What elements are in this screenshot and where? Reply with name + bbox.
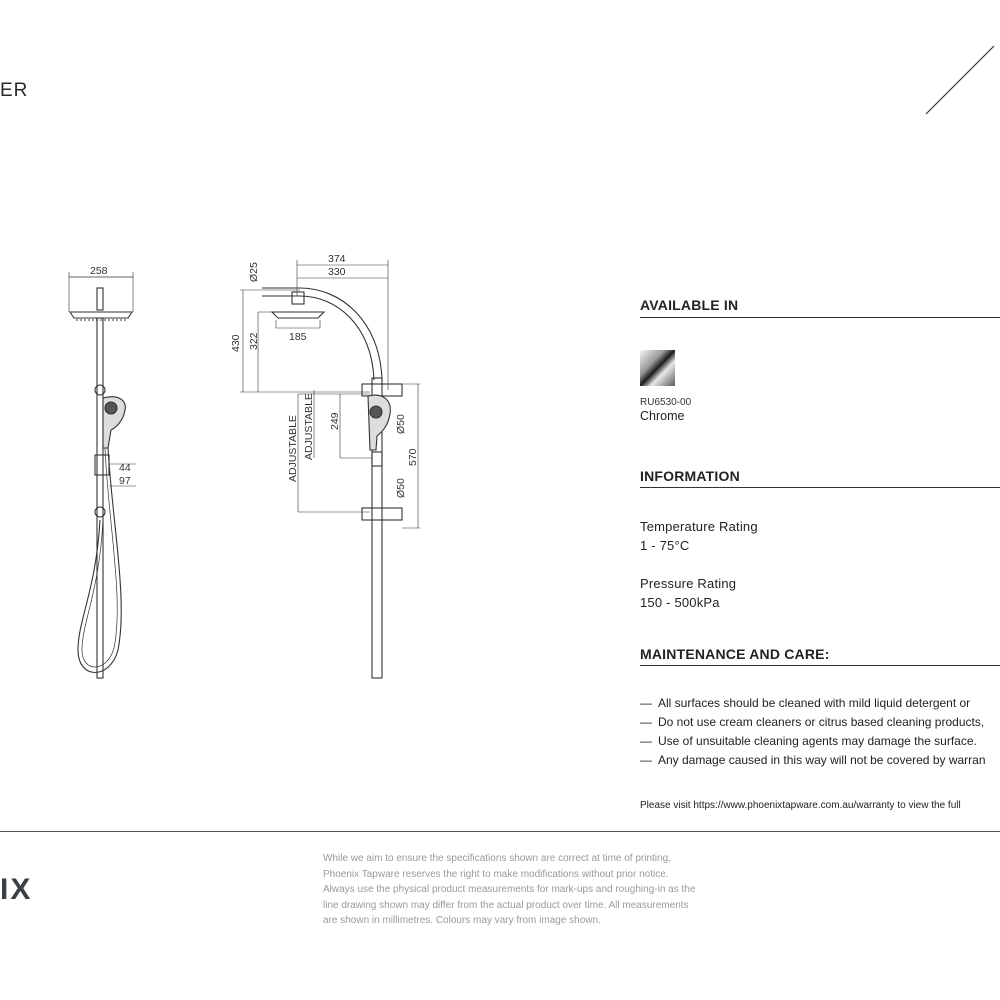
brand-logo-fragment: IX (0, 873, 33, 906)
dim-249: 249 (329, 412, 341, 430)
dim-570: 570 (407, 448, 419, 466)
available-in-rule (640, 317, 1000, 318)
dim-adjustable-inner: ADJUSTABLE (303, 393, 315, 460)
side-view (240, 260, 420, 678)
list-item: — Do not use cream cleaners or citrus based cleaning products, (640, 715, 985, 729)
dim-185: 185 (289, 331, 307, 343)
maintenance-list (640, 694, 986, 770)
technical-drawing (0, 240, 460, 690)
available-in-heading: AVAILABLE IN (640, 297, 739, 313)
finish-name: Chrome (640, 409, 685, 423)
list-item: — Use of unsuitable cleaning agents may damage the surface. (640, 734, 977, 748)
maintenance-heading: MAINTENANCE AND CARE: (640, 646, 830, 662)
chrome-finish-swatch (640, 350, 675, 386)
disclaimer: While we aim to ensure the specifications shown are correct at time of printing, Phoenix Tapware reserves the right to make modifications without prior notice. Always use the physical product measurements for mark-ups and roughing-in as the line drawing shown may differ from the actual product over time. All measurements are shown in millimetres. Colours may vary from image shown. (323, 853, 696, 926)
dim-97: 97 (119, 475, 131, 487)
corner-decoration-line (920, 40, 1000, 120)
pressure-rating-value: 150 - 500kPa (640, 595, 720, 610)
dim-diameter-25: Ø25 (248, 262, 260, 282)
dim-diameter-50-lower: Ø50 (395, 478, 407, 498)
dim-322: 322 (248, 332, 260, 350)
list-item: — Any damage caused in this way will not be covered by warran (640, 753, 986, 767)
dim-430: 430 (230, 334, 242, 352)
warranty-note: Please visit https://www.phoenixtapware.com.au/warranty to view the full (640, 800, 961, 811)
maintenance-rule (640, 665, 1000, 666)
dim-adjustable-outer: ADJUSTABLE (287, 415, 299, 482)
dim-diameter-50-upper: Ø50 (395, 414, 407, 434)
temperature-rating-value: 1 - 75°C (640, 538, 690, 553)
dim-330: 330 (328, 266, 346, 278)
information-heading: INFORMATION (640, 468, 740, 484)
footer-rule (0, 831, 1000, 832)
document-title-fragment: ER (0, 80, 29, 101)
pressure-rating-label: Pressure Rating (640, 576, 737, 591)
dim-374: 374 (328, 253, 346, 265)
dim-258: 258 (90, 265, 108, 277)
list-item: — All surfaces should be cleaned with mild liquid detergent or (640, 696, 971, 710)
finish-code: RU6530-00 (640, 397, 692, 408)
dim-44: 44 (119, 462, 131, 474)
information-rule (640, 487, 1000, 488)
temperature-rating-label: Temperature Rating (640, 519, 758, 534)
